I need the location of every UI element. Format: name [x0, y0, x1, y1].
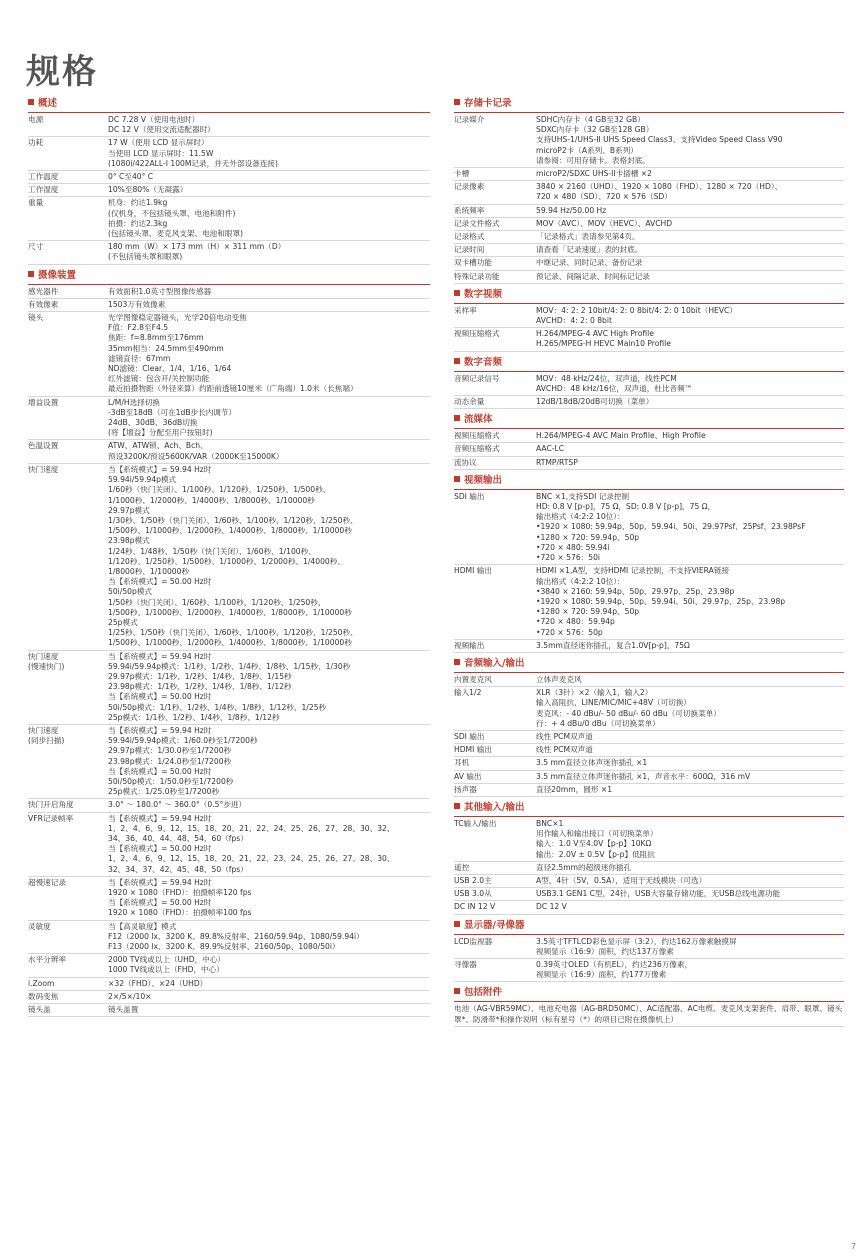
spec-value: ×32（FHD）、×24（UHD）: [108, 978, 208, 988]
spec-value: DC 7.28 V（使用电池时） DC 12 V（使用交流适配器时）: [108, 115, 215, 135]
spec-label: 视频压缩格式: [454, 329, 500, 339]
spec-row: [28, 725, 430, 799]
spec-row: [28, 184, 430, 197]
spec-label: SDI 输出: [454, 731, 485, 741]
spec-row: [454, 901, 844, 914]
spec-label: 色温设置: [28, 441, 59, 451]
section-title: 概述: [38, 98, 58, 109]
section-title: 摄像装置: [38, 269, 77, 281]
spec-section: [28, 98, 430, 265]
section-title: 流媒体: [464, 414, 493, 426]
spec-label: 记录文件格式: [454, 218, 500, 228]
spec-label: SDI 输出: [454, 491, 485, 501]
spec-row: [454, 674, 844, 687]
square-bullet-icon: [454, 476, 460, 482]
square-bullet-icon: [454, 358, 460, 364]
spec-label: USB 3.0从: [454, 889, 492, 899]
page-number: 7: [850, 1242, 856, 1251]
spec-label: 快门速度: [28, 464, 59, 474]
spec-row: [454, 936, 844, 959]
spec-row: [454, 328, 844, 351]
spec-value: 有效面积1.0英寸型图像传感器: [108, 286, 212, 296]
spec-value: MOV：48 kHz/24位，双声道，线性PCM AVCHD：48 kHz/16位，双声道，杜比音频™: [536, 373, 693, 393]
spec-value: 当【系统模式】= 59.94 Hz时 1920 × 1080（FHD）：拍摄帧率120 fps 当【系统模式】= 50.00 Hz时 1920 × 1080（FHD）：拍摄帧率100 fps: [108, 877, 252, 918]
spec-label: 记录时间: [454, 245, 485, 255]
spec-row: [454, 875, 844, 888]
spec-label: 扬声器: [454, 784, 477, 794]
spec-section: [454, 802, 844, 915]
spec-value: 当【系统模式】= 59.94 Hz时 59.94i/59.94p模式：1/1秒、1/2秒、1/4秒、1/8秒、1/15秒、1/30秒 29.97p模式：1/1秒、1/2秒、1/4秒、1/8秒、1/15秒 23.98p模式：1/1秒、1/2秒、1/4秒、1/8秒、1/12秒 当【系统模式】= 50.00 Hz时 50i/50p模式：1/1秒、1/2秒、1/4秒、1/8秒、1/12秒、1/25秒 25p模式：1/1秒、1/2秒、1/4秒、1/8秒、1/12秒: [108, 651, 351, 722]
spec-row: [454, 430, 844, 443]
spec-value: 0.39英寸OLED（有机EL），约达236万像素， 视频显示（16:9）面积，约177万像素: [536, 959, 693, 980]
spec-value: 180 mm（W）× 173 mm（H）× 311 mm（D） (不包括镜头罩和眼罩): [108, 242, 286, 262]
spec-row: [454, 244, 844, 257]
spec-row: [28, 921, 430, 955]
spec-row: [454, 457, 844, 470]
spec-label: 尺寸: [28, 242, 44, 252]
spec-label: 耳机: [454, 758, 470, 768]
section-heading: [454, 802, 844, 817]
spec-value: 中继记录、同时记录、备份记录: [536, 258, 643, 268]
spec-row: [454, 784, 844, 797]
spec-label: 卡槽: [454, 169, 470, 179]
spec-label: 音频记录信号: [454, 373, 500, 383]
section-heading: [454, 658, 844, 673]
section-heading: [454, 357, 844, 372]
spec-label: 快门速度 (同步扫描): [28, 725, 65, 746]
spec-value: 预记录、间隔记录、时间标记记录: [536, 271, 650, 281]
spec-row: [28, 651, 430, 725]
section-heading: [454, 987, 844, 1002]
spec-row: [454, 862, 844, 875]
spec-row: [28, 440, 430, 463]
spec-value: H.264/MPEG-4 AVC Main Profile、High Profile: [536, 431, 706, 441]
spec-value: 2000 TV线或以上（UHD，中心） 1000 TV线或以上（FHD，中心）: [108, 955, 226, 975]
spec-row: [454, 640, 844, 653]
section-title: 音频输入/输出: [464, 657, 525, 669]
spec-row: [454, 373, 844, 396]
spec-row: [454, 565, 844, 639]
spec-row: [28, 991, 430, 1004]
spec-value: 直径20mm，圆形 ×1: [536, 784, 613, 794]
spec-value: 电池（AG-VBR59MC）、电池充电器（AG-BRD50MC）、AC适配器、AC电缆、麦克风支架套件、肩带、眼罩、镜头罩*、防滑带*和操作说明（标有星号（*）的项目已附在摄像机上）: [454, 1004, 843, 1024]
spec-value: 直径2.5mm的超级迷你插孔: [536, 862, 632, 872]
spec-value: 2×/5×/10×: [108, 991, 152, 1001]
spec-label: 工作温度: [28, 172, 59, 182]
spec-label: TC输入/输出: [454, 818, 497, 828]
spec-row: [28, 114, 430, 137]
spec-label: 有效像素: [28, 299, 59, 309]
spec-label: 数码变焦: [28, 991, 59, 1001]
section-heading: [454, 289, 844, 304]
spec-label: DC IN 12 V: [454, 902, 496, 912]
spec-label: 镜头盖: [28, 1005, 51, 1015]
spec-row: [454, 231, 844, 244]
spec-value: 3.0° ～ 180.0° ～ 360.0°（0.5°步进）: [108, 800, 247, 810]
section-heading: [28, 98, 430, 113]
spec-label: 遥控: [454, 862, 470, 872]
spec-row: [454, 114, 844, 168]
spec-row: [28, 197, 430, 241]
spec-label: 输入1/2: [454, 688, 482, 698]
spec-row: [28, 286, 430, 299]
spec-row: [28, 813, 430, 877]
spec-row: [28, 954, 430, 977]
spec-row: [454, 888, 844, 901]
spec-label: AV 输出: [454, 771, 482, 781]
spec-section: [28, 270, 430, 1018]
spec-label: 快门开启角度: [28, 800, 74, 810]
spec-row: [28, 312, 430, 397]
spec-value: RTMP/RTSP: [536, 457, 578, 467]
spec-label: HDMI 输出: [454, 745, 492, 755]
spec-label: 流协议: [454, 457, 477, 467]
spec-value: 光学图像稳定器镜头，光学20倍电动变焦 F值：F2.8至F4.5 焦距：f=8.8mm至176mm 35mm相当：24.5mm至490mm 滤镜直径：67mm ND滤镜：Clear、1/4、1/16、1/64 红外滤镜：包含开/关控制功能 最近拍摄物距（外径来算）约距前透镜10厘米（广角端）1.0米（长焦端）: [108, 313, 358, 394]
page-title: 规格: [26, 52, 98, 92]
spec-value: A型，4针（5V，0.5A），适用于无线模块（可选）: [536, 875, 707, 885]
spec-value: ATW、ATW锁、Ach、Bch、 预设3200K/预设5600K/VAR（2000K至15000K）: [108, 441, 284, 461]
spec-value: MOV（AVC）、MOV（HEVC）、AVCHD: [536, 218, 673, 228]
square-bullet-icon: [454, 921, 460, 927]
spec-row: [454, 205, 844, 218]
spec-label: 记录像素: [454, 182, 485, 192]
spec-row: [454, 396, 844, 409]
spec-section: [454, 289, 844, 352]
spec-value: 立体声麦克风: [536, 674, 582, 684]
section-title: 其他输入/输出: [464, 801, 525, 813]
left-column: [28, 98, 430, 1022]
spec-label: 采样率: [454, 305, 477, 315]
spec-row: [28, 137, 430, 171]
spec-value: 机身：约达1.9kg (仅机身，不包括镜头罩、电池和附件) 拍摄：约达2.3kg (包括镜头罩、麦克风支架、电池和眼罩): [108, 198, 244, 239]
spec-row: [454, 744, 844, 757]
spec-value: DC 12 V: [536, 902, 567, 912]
spec-value: 3840 × 2160（UHD）、1920 × 1080（FHD）、1280 × 720（HD）、 720 × 480（SD）、720 × 576（SD）: [536, 182, 783, 202]
spec-row: [28, 877, 430, 921]
spec-value: 镜头盖置: [108, 1005, 139, 1015]
spec-value: 12dB/18dB/20dB可切换（菜单）: [536, 397, 654, 407]
spec-value: 3.5mm直径迷你插孔，复合1.0V[p-p]，75Ω: [536, 640, 690, 650]
spec-row: [28, 397, 430, 441]
spec-row: [454, 687, 844, 731]
spec-label: 音频压缩格式: [454, 444, 500, 454]
spec-row: [28, 464, 430, 651]
spec-label: 功耗: [28, 138, 44, 148]
section-heading: [454, 920, 844, 935]
spec-section: [454, 658, 844, 797]
spec-label: 镜头: [28, 313, 44, 323]
square-bullet-icon: [28, 99, 34, 105]
spec-section: [454, 920, 844, 983]
section-title: 视频输出: [464, 474, 503, 486]
spec-label: 重量: [28, 198, 44, 208]
square-bullet-icon: [28, 271, 34, 277]
spec-value: 0° C至40° C: [108, 172, 154, 182]
spec-label: 寻像器: [454, 959, 477, 969]
spec-label: 超慢速记录: [28, 877, 66, 887]
spec-label: USB 2.0主: [454, 875, 492, 885]
spec-value: 线性 PCM双声道: [536, 731, 593, 741]
spec-label: 记录格式: [454, 232, 485, 242]
spec-value: 当【系统模式】= 59.94 Hz时 59.94i/59.94p模式 1/60秒（快门关闭）、1/100秒、1/120秒、1/250秒、1/500秒、 1/1000秒、1/2000秒、1/4000秒、1/8000秒、1/10000秒 29.97p模式 1/30秒、1/50秒（快门关闭）、1/60秒、1/100秒、1/120秒、1/250秒、 1/500秒、1/1000秒、1/2000秒、1/4000秒、1/8000秒、1/10000秒 23.98p模式 1/24秒、1/48秒、1/50秒（快门关闭）、1/60秒、1/100秒、 1/120秒、1/250秒、1/500秒、1/1000秒、1/2000秒、1/4000秒、 1/8000秒、1/10000秒 当【系统模式】= 50.00 Hz时 50i/50p模式 1/50秒（快门关闭）、1/60秒、1/100秒、1/120秒、1/250秒、 1/500秒、1/1000秒、1/2000秒、1/4000秒、1/8000秒、1/10000秒 25p模式 1/25秒、1/50秒（快门关闭）、1/60秒、1/100秒、1/120秒、1/250秒、 1/500秒、1/1000秒、1/2000秒、1/4000秒、1/8000秒、1/10000秒: [108, 464, 358, 648]
spec-value: L/M/H选择切换 -3dB至18dB（可在1dB步长内调节） 24dB、30dB、36dB切换 (将【增益】分配至用户按钮时): [108, 397, 237, 438]
spec-row: [454, 218, 844, 231]
spec-row: [28, 171, 430, 184]
square-bullet-icon: [454, 415, 460, 421]
spec-row: [28, 241, 430, 264]
spec-value: BNC ×1,支持SDI 记录控制 HD: 0.8 V [p-p]，75 Ω，SD: 0.8 V [p-p]，75 Ω， 输出格式（4:2:2 10位）： •1920 × 1080: 59.94p、50p、59.94i、50i、29.97Psf、25Psf、23.98PsF •1280 × 720: 59.94p、50p •720 × 480: 59.94i •720 × 576：50i: [536, 491, 806, 563]
spec-value: 1503万有效像素: [108, 299, 166, 309]
square-bullet-icon: [454, 659, 460, 665]
spec-value: 当【高灵敏度】模式 F12（2000 lx、3200 K、89.8%反射率、2160/59.94p、1080/59.94i） F13（2000 lx、3200 K、89.9%反射率、2160/50p、1080/50i）: [108, 921, 364, 952]
spec-value: HDMI ×1,A型，支持HDMI 记录控制，不支持VIERA链接 输出格式（4:2:2 10位）： •3840 × 2160: 59.94p、50p、29.97p、25p、23.98p •1920 × 1080: 59.94p、50p、59.94i、50i、29.97p、25p、23.98p •1280 × 720: 59.94p、50p •720 × 480：59.94p •720 × 576：50p: [536, 566, 786, 637]
spec-label: 系统频率: [454, 205, 485, 215]
spec-value: H.264/MPEG-4 AVC High Profile H.265/MPEG-H HEVC Main10 Profile: [536, 329, 671, 349]
square-bullet-icon: [454, 803, 460, 809]
spec-value: 3.5 mm直径立体声迷你插孔 ×1: [536, 758, 648, 768]
spec-row: [454, 818, 844, 862]
square-bullet-icon: [454, 99, 460, 105]
square-bullet-icon: [454, 988, 460, 994]
spec-row: [28, 1004, 430, 1017]
spec-row: [454, 771, 844, 784]
spec-label: 内置麦克风: [454, 674, 492, 684]
section-title: 显示器/寻像器: [464, 919, 525, 931]
spec-label: 工作湿度: [28, 185, 59, 195]
spec-section: [454, 987, 844, 1026]
spec-row: [454, 168, 844, 181]
section-heading: [28, 270, 430, 285]
spec-label: 记录媒介: [454, 115, 485, 124]
spec-label: i.Zoom: [28, 978, 55, 988]
spec-value: microP2/SDXC UHS-II卡插槽 ×2: [536, 169, 652, 179]
spec-row: [454, 731, 844, 744]
spec-row: [454, 443, 844, 456]
spec-value: 3.5英寸TFTLCD彩色显示屏（3:2），约达162万像素触摸屏 视频显示（16:9）面积，约达137万像素: [536, 936, 737, 956]
spec-row: [454, 959, 844, 982]
spec-value: SDHC内存卡（4 GB至32 GB） SDXC内存卡（32 GB至128 GB） 支持UHS-1/UHS-II UHS Speed Class3、支持Video Speed Class V90 microP2卡（A系列、B系列） 请参阅：可用存储卡。表格封底。: [536, 115, 783, 165]
spec-label: 视频压缩格式: [454, 431, 500, 441]
spec-value: 17 W（使用 LCD 显示屏时） 当使用 LCD 显示屏时：11.5W (1080i/422ALL-I 100M记录，并无外部设备连接): [108, 138, 278, 168]
spec-value: 3.5 mm直径立体声迷你插孔 ×1，声音水平：600Ω，316 mV: [536, 771, 751, 781]
section-heading: [454, 414, 844, 429]
spec-label: 视频输出: [454, 640, 485, 650]
right-column: [454, 98, 844, 1032]
spec-row: [454, 305, 844, 328]
spec-label: VFR记录帧率: [28, 813, 74, 823]
spec-row: [454, 757, 844, 770]
spec-row: [454, 257, 844, 270]
section-heading: [454, 98, 844, 113]
spec-section: [454, 98, 844, 284]
spec-row: [454, 1003, 844, 1026]
spec-value: XLR（3针）×2（输入1，输入2） 输入高阻抗，LINE/MIC/MIC+48V（可切换） 麦克风：- 40 dBu/- 50 dBu/- 60 dBu（可切换菜单） 行：+ 4 dBu/0 dBu（可切换菜单）: [536, 688, 721, 728]
spec-section: [454, 357, 844, 410]
spec-section: [454, 414, 844, 470]
spec-label: 电源: [28, 115, 44, 124]
spec-section: [454, 475, 844, 653]
spec-value: AAC-LC: [536, 444, 565, 454]
spec-row: [454, 271, 844, 284]
spec-row: [454, 491, 844, 565]
spec-row: [28, 299, 430, 312]
spec-value: USB3.1 GEN1 C型，24针，USB大容量存储功能，无USB总线电源功能: [536, 889, 781, 899]
spec-value: 当【系统模式】= 59.94 Hz时 1、2、4、6、9、12、15、18、20、21、22、24、25、26、27、28、30、32、 34、36、40、44、48、54、60（fps） 当【系统模式】= 50.00 Hz时 1、2、4、6、9、12、15、18、20、21、22、23、24、25、26、27、28、30、 32、34、37、42、45、48、50（fps）: [108, 813, 395, 874]
spec-label: 动态余量: [454, 397, 485, 407]
spec-label: HDMI 输出: [454, 566, 492, 576]
spec-label: 灵敏度: [28, 921, 51, 931]
spec-row: [28, 978, 430, 991]
spec-row: [454, 181, 844, 204]
spec-value: 当【系统模式】= 59.94 Hz时 59.94i/59.94p模式：1/60.0秒至1/7200秒 29.97p模式：1/30.0秒至1/7200秒 23.98p模式：1/24.0秒至1/7200秒 当【系统模式】= 50.00 Hz时 50i/50p模式：1/50.0秒至1/7200秒 25p模式：1/25.0秒至1/7200秒: [108, 725, 258, 797]
spec-value: 「记录格式」表请参见第4页。: [536, 232, 640, 242]
spec-value: 59.94 Hz/50.00 Hz: [536, 205, 607, 215]
square-bullet-icon: [454, 290, 460, 296]
spec-label: LCD监视器: [454, 936, 493, 946]
section-title: 包括附件: [464, 987, 503, 999]
section-heading: [454, 475, 844, 490]
spec-value: 请查看「记录速度」表的封底。: [536, 245, 643, 255]
spec-label: 增益设置: [28, 397, 59, 407]
section-title: 数字音频: [464, 356, 503, 368]
spec-label: 快门速度 (慢速快门): [28, 651, 65, 671]
spec-label: 双卡槽功能: [454, 258, 492, 268]
spec-label: 水平分辨率: [28, 955, 66, 965]
spec-value: MOV：4: 2: 2 10bit/4: 2: 0 8bit/4: 2: 0 10bit（HEVC） AVCHD：4: 2: 0 8bit: [536, 305, 737, 326]
spec-value: 线性 PCM双声道: [536, 745, 593, 755]
spec-value: BNC×1 用作输入和输出接口（可切换菜单） 输入：1.0 V至4.0V【p-p】10KΩ 输出：2.0V ± 0.5V【p-p】低阻抗: [536, 818, 658, 859]
section-title: 存储卡记录: [464, 98, 512, 109]
section-title: 数字视频: [464, 288, 503, 300]
spec-label: 特殊记录功能: [454, 271, 500, 281]
spec-row: [28, 799, 430, 812]
spec-label: 感光器件: [28, 286, 59, 296]
spec-value: 10%至80%（无凝露）: [108, 185, 188, 195]
